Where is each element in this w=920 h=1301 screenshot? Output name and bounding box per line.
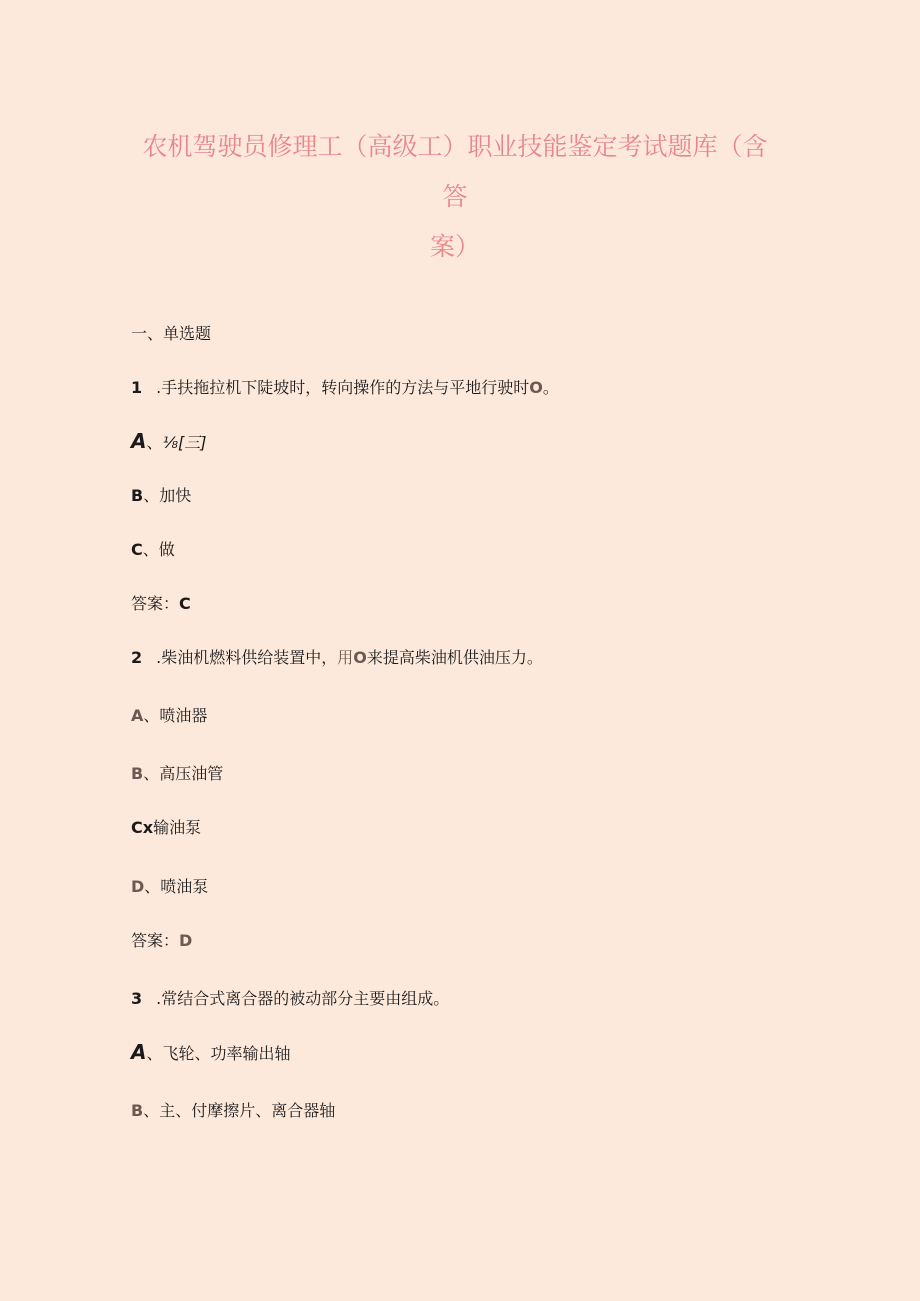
question-1-option-a [131, 430, 207, 454]
option-separator: 、 [146, 1044, 163, 1063]
option-separator: 、 [142, 540, 159, 559]
option-letter: A [131, 706, 144, 725]
question-1-option-b [131, 485, 191, 507]
question-blank: O [529, 378, 543, 397]
question-text-end: 来提高柴油机供油压力。 [366, 648, 543, 667]
question-2-option-b [131, 763, 223, 785]
question-2-option-c [131, 817, 201, 839]
option-separator: 、 [143, 1101, 160, 1120]
option-letter: A [131, 429, 147, 453]
question-text: .手扶拖拉机下陡坡时，转向操作的方法与平地行驶时 [156, 378, 530, 397]
question-text: .常结合式离合器的被动部分主要由组成。 [156, 989, 450, 1008]
option-separator: 、 [144, 877, 161, 896]
question-text-muted: 用 [337, 648, 354, 667]
option-text: 输油泵 [153, 818, 202, 837]
option-text: ⅛[三] [162, 433, 207, 452]
question-1-answer [131, 593, 191, 615]
answer-label: 答案： [131, 931, 180, 950]
answer-value: C [179, 594, 191, 613]
option-text: 高压油管 [159, 764, 224, 783]
option-separator: 、 [146, 433, 163, 452]
option-letter: B [131, 1101, 144, 1120]
question-1-option-c [131, 539, 175, 561]
option-separator: 、 [143, 706, 160, 725]
question-text: .柴油机燃料供给装置中， [156, 648, 338, 667]
answer-value: D [179, 931, 193, 950]
option-text: 加快 [159, 486, 192, 505]
option-text: 喷油泵 [160, 877, 209, 896]
option-letter: B [131, 486, 144, 505]
question-1-stem [131, 377, 559, 399]
option-separator: 、 [143, 486, 160, 505]
option-text: 主、付摩擦片、离合器轴 [159, 1101, 336, 1120]
option-letter: C [131, 540, 143, 559]
question-3-option-a [131, 1041, 291, 1065]
document-title-line-2: 答 [442, 182, 468, 211]
document-title-line-1: 农机驾驶员修理工（高级工）职业技能鉴定考试题库（含 [142, 132, 768, 161]
answer-label: 答案： [131, 594, 180, 613]
document-title-line-3: 案） [429, 232, 480, 261]
question-2-answer [131, 930, 192, 952]
question-number: 1 [131, 378, 143, 397]
question-3-option-b [131, 1100, 335, 1122]
option-letter: B [131, 764, 144, 783]
question-number: 2 [131, 648, 143, 667]
option-text: 做 [158, 540, 175, 559]
question-number: 3 [131, 989, 143, 1008]
question-2-option-a [131, 705, 207, 727]
option-letter: A [131, 1040, 147, 1064]
question-3-stem [131, 988, 449, 1010]
question-2-stem [131, 647, 543, 669]
option-text: 飞轮、功率输出轴 [162, 1044, 291, 1063]
question-2-option-d [131, 876, 208, 898]
option-letter: Cx [131, 818, 154, 837]
option-letter: D [131, 877, 145, 896]
section-heading: 一、单选题 [131, 324, 212, 343]
option-separator: 、 [143, 764, 160, 783]
question-end: 。 [542, 378, 559, 397]
option-text: 喷油器 [159, 706, 208, 725]
question-blank: O [353, 648, 367, 667]
